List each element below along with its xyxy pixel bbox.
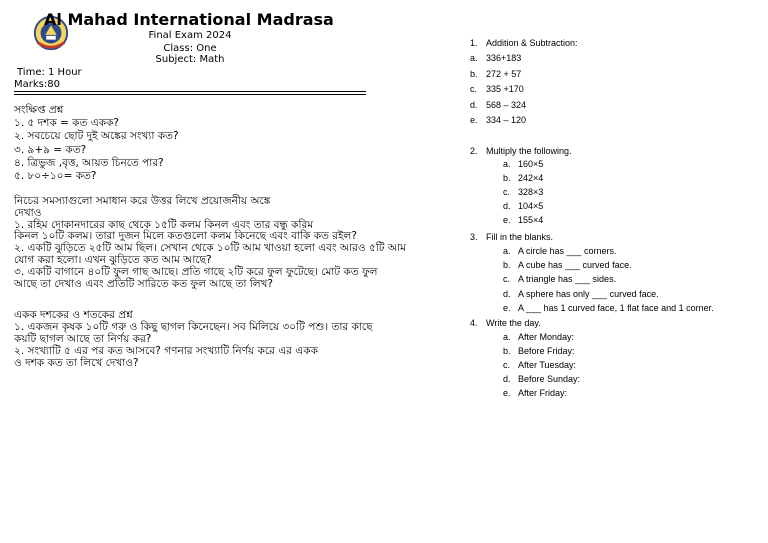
q2-item: 328×3 (518, 187, 544, 198)
q2-item-label: c. (503, 187, 511, 198)
exam-name: Final Exam 2024 (148, 30, 232, 41)
q1-title: Addition & Subtraction: (486, 38, 578, 48)
q2-item: 242×4 (518, 173, 544, 184)
short-question-line-6: ৫. ৮০÷১০= কত? (14, 170, 97, 182)
q1-item-label: a. (470, 53, 478, 63)
school-title: Al Mahad International Madrasa (44, 10, 334, 29)
q4-item-label: e. (503, 388, 511, 399)
q3-item-label: d. (503, 288, 511, 299)
q4-number: 4. (470, 318, 478, 328)
place-value-question-line-4: ২. সংখ্যাটি ৫ এর পর কত আসবে? গণনার সংখ্যাটি নির্ণয় করে এর একক (14, 344, 318, 357)
problem-question-line-6: যোগ করা হলো। এখন ঝুড়িতে কত আম আছে? (14, 254, 212, 266)
q4-item-label: c. (503, 360, 511, 371)
short-question-line-4: ৩. ৯+৯ = কত? (14, 143, 87, 156)
place-value-question-line-2: ১. একজন কৃষক ১০টি গরু ও কিছু ছাগল কিনেছেন। সব মিলিয়ে ৩০টি পশু। তার কাছে (14, 320, 373, 333)
q3-item: A ___ has 1 curved face, 1 flat face and 1 corner. (518, 302, 714, 313)
q2-item: 160×5 (518, 159, 544, 169)
subject-label: Subject: Math (155, 54, 225, 65)
q4-item: After Tuesday: (518, 360, 577, 371)
q3-item: A triangle has ___ sides. (518, 274, 617, 285)
problem-question-line-4: কিনল ১০টি কলম। তারা দুজন মিলে কতগুলো কলম কিনেছে এবং বাকি কত রইল? (14, 230, 357, 243)
q4-item: After Monday: (518, 332, 575, 342)
q3-item: A sphere has only ___ curved face. (518, 288, 659, 299)
class-label: Class: One (163, 43, 217, 54)
q2-item-label: a. (503, 159, 511, 169)
problem-question-line-5: ২. একটি ঝুড়িতে ২৫টি আম ছিল। সেখান থেকে ১০টি আম খাওয়া হলো এবং আরও ৫টি আম (14, 242, 406, 255)
q2-item: 104×5 (518, 201, 544, 212)
q3-item-label: c. (503, 274, 511, 285)
problem-question-line-8: আছে তা দেখাও এবং প্রতিটি সারিতে কত ফুল আছে তা লিখ? (14, 277, 273, 290)
q1-item-label: c. (470, 84, 478, 95)
short-question-line-5: ৪. ত্রিভুজ ,বৃত্ত, আয়ত চিনতে পার? (14, 156, 164, 169)
problem-question-line-2: দেখাও (14, 206, 42, 219)
q2-item-label: e. (503, 215, 511, 226)
q1-item-label: d. (470, 99, 478, 110)
q3-item: A cube has ___ curved face. (518, 260, 632, 271)
problem-question-line-1: নিচের সমস্যাগুলো সমাধান করে উত্তর লিখে প্রয়োজনীয় অঙ্কে (14, 195, 271, 207)
q3-item: A circle has ___ corners. (518, 246, 617, 256)
q3-item-label: e. (503, 302, 511, 313)
q1-item-label: e. (470, 115, 478, 126)
q1-item: 334 – 120 (486, 115, 527, 126)
short-question-line-2: ১. ৫ দশক = কত একক? (14, 117, 120, 130)
q2-item: 155×4 (518, 215, 544, 226)
q1-item: 272 + 57 (486, 68, 522, 79)
marks-label: Marks:80 (14, 79, 60, 90)
q2-item-label: b. (503, 173, 511, 184)
q1-item: 335 +170 (486, 84, 524, 95)
q4-title: Write the day. (486, 318, 541, 328)
q4-item-label: a. (503, 332, 511, 342)
short-question-line-1: সংক্ষিপ্ত প্রশ্ন (14, 104, 64, 116)
q4-item-label: b. (503, 346, 511, 357)
q3-item-label: a. (503, 246, 511, 256)
place-value-question-line-1: একক দশকের ও শতকের প্রশ্ন (14, 309, 133, 321)
q1-item: 336+183 (486, 53, 522, 63)
q4-item-label: d. (503, 374, 511, 385)
q4-item: Before Sunday: (518, 374, 581, 385)
problem-question-line-3: ১. রহিম দোকানদারের কাছ থেকে ১৫টি কলম কিনল এবং তার বন্ধু করিম (14, 218, 314, 231)
q1-number: 1. (470, 38, 478, 48)
q1-item: 568 – 324 (486, 99, 527, 110)
q4-item: Before Friday: (518, 346, 575, 357)
place-value-question-line-5: ও দশক কত তা লিখে দেখাও? (14, 356, 139, 369)
q1-item-label: b. (470, 68, 478, 79)
short-question-line-3: ২. সবচেয়ে ছোট দুই অঙ্কের সংখ্যা কত? (14, 130, 179, 143)
q3-number: 3. (470, 232, 478, 242)
header-divider-2 (14, 94, 366, 95)
q2-title: Multiply the following. (486, 146, 572, 156)
header-divider (14, 91, 366, 92)
time-label: Time: 1 Hour (17, 67, 82, 78)
q3-item-label: b. (503, 260, 511, 271)
q4-item: After Friday: (518, 388, 568, 399)
q2-number: 2. (470, 146, 478, 156)
place-value-question-line-3: কয়টি ছাগল আছে তা নির্ণয় কর? (14, 332, 152, 345)
problem-question-line-7: ৩. একটি বাগানে ৪০টি ফুল গাছ আছে। প্রতি গাছে ২টি করে ফুল ফুটেছে। মোট কত ফুল (14, 265, 378, 278)
q3-title: Fill in the blanks. (486, 232, 554, 242)
q2-item-label: d. (503, 201, 511, 212)
